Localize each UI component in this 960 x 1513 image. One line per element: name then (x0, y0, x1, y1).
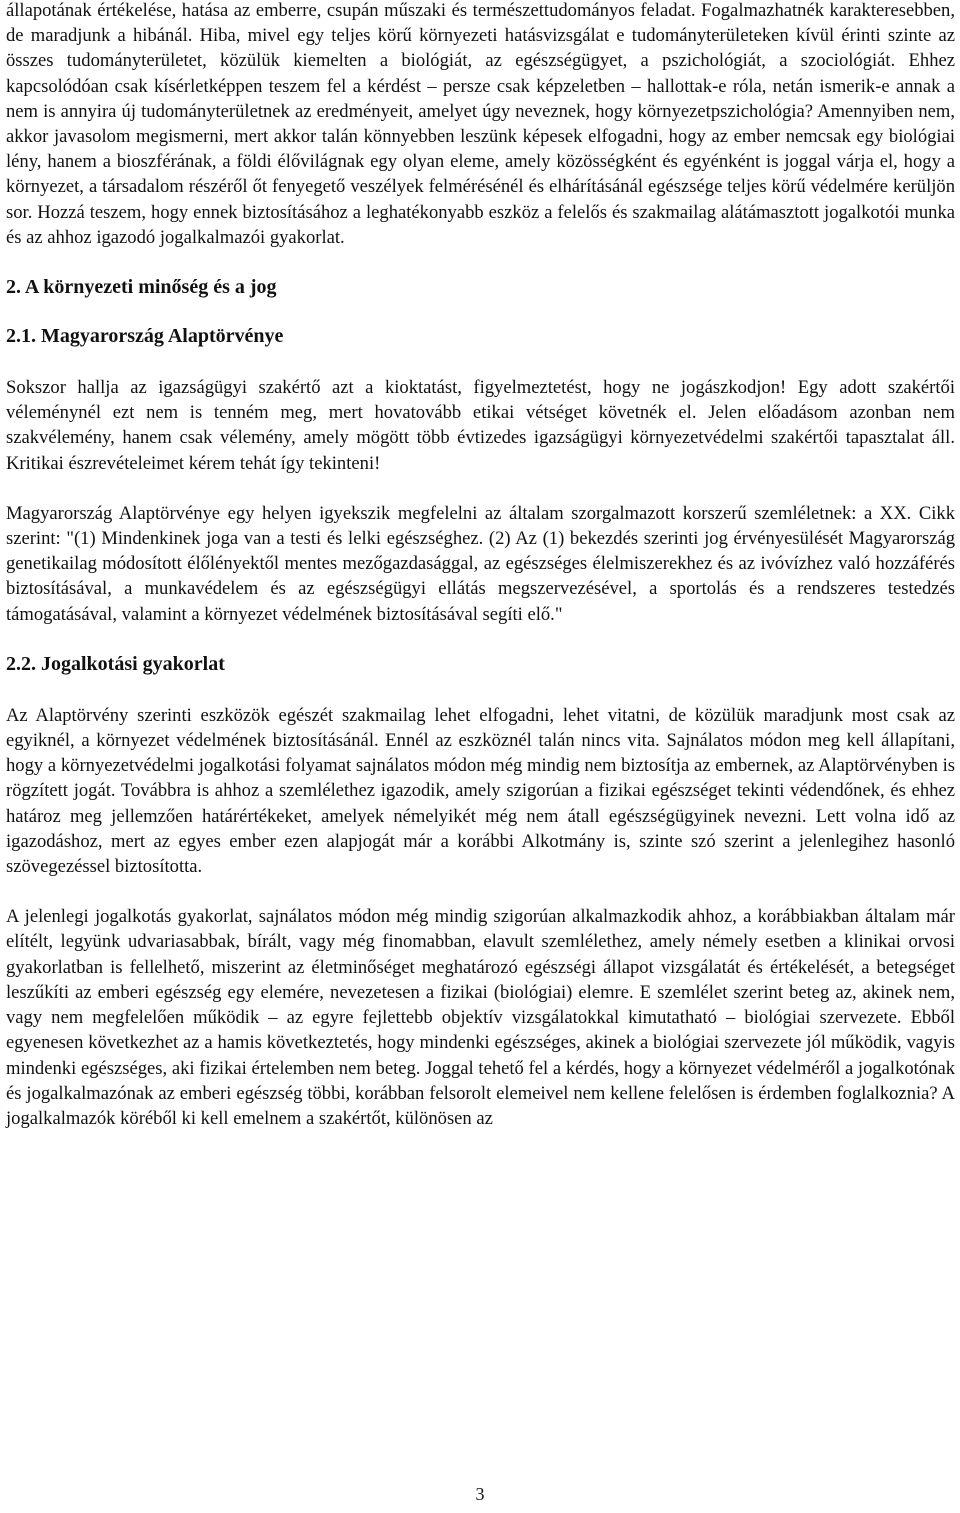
document-page (6, 0, 955, 1131)
paragraph-expert-opinion: Sokszor hallja az igazságügyi szakértő azt a kioktatást, figyelmeztetést, hogy ne jogászkodjon! Egy adott szakértői véleménynél ezt nem is tenném meg, mert hovatovább etikai vétséget követnék el. Jelen előadásom azonban nem szakvélemény, hanem csak vélemény, amely mögött több évtizedes igazságügyi környezetvédelmi szakértői tapasztalat áll. Kritikai észrevételeimet kérem tehát így tekinteni! (6, 377, 955, 474)
paragraph-legislative-tools: Az Alaptörvény szerinti eszközök egészét szakmailag lehet elfogadni, lehet vitatni, de közülük maradjunk most csak az egyiknél, a környezet védelmének biztosításánál. Ennél az eszköznél talán nincs vita. Sajnálatos módon meg kell állapítani, hogy a környezetvédelmi jogalkotási folyamat sajnálatos módon még mindig nem biztosítja az embernek, az Alaptörvényben is rögzített jogát. Továbbra is ahhoz a szemlélethez igazodik, amely szigorúan a fizikai egészséget tekinti védendőnek, és ehhez határoz meg jellemzően határértékeket, amelyek némelyikét még nem átall egészségügyinek nevezni. Lett volna idő az igazodáshoz, mert az egyes ember ezen alapjogát már a korábbi Alkotmány is, szinte szó szerint a jelenlegihez hasonló szövegezéssel biztosította. (6, 704, 955, 878)
section-heading-2-1: 2.1. Magyarország Alaptörvénye (6, 325, 284, 348)
paragraph-current-legislation: A jelenlegi jogalkotás gyakorlat, sajnálatos módon még mindig szigorúan alkalmazkodik ahhoz, a korábbiakban általam már elítélt, legyünk udvariasabbak, bírált, vagy még finomabban, elavult szemlélethez, amely némely esetben a klinikai orvosi gyakorlatban is fellelhető, miszerint az életminőséget meghatározó egészségi állapot vizsgálatát és értékelését, a betegséget leszűkíti az emberi egészség egy elemére, nevezetesen a fizikai (biológiai) elemre. E szemlélet szerint beteg az, akinek nem, vagy nem megfelelően működik – az egyre fejlettebb objektív vizsgálatokkal kimutatható – biológiai szervezete. Ebből egyenesen következhet az a hamis következtetés, hogy mindenki egészséges, akinek a biológiai szervezete jól működik, vagyis mindenki egészséges, aki fizikai értelemben nem beteg. Joggal tehető fel a kérdés, hogy a környezet védelméről a jogalkotónak és jogalkalmazónak az emberi egészség többi, korábban felsorolt elemeivel nem kellene felelősen is érdemben foglalkoznia? A jogalkalmazók köréből ki kell emelnem a szakértőt, különösen az (6, 906, 955, 1129)
section-heading-2: 2. A környezeti minőség és a jog (6, 276, 277, 299)
paragraph-fundamental-law: Magyarország Alaptörvénye egy helyen igyekszik megfelelni az általam szorgalmazott korszerű szemléletnek: a XX. Cikk szerint: "(1) Mindenkinek joga van a testi és lelki egészséghez. (2) Az (1) bekezdés szerinti jog érvényesülését Magyarország genetikailag módosított élőlényektől mentes mezőgazdasággal, az egészséges élelmiszerekhez és az ivóvízhez való hozzáférés biztosításával, a munkavédelem és az egészségügyi ellátás megszervezésével, a sportolás és a rendszeres testedzés támogatásával, valamint a környezet védelmének biztosításával segíti elő." (6, 502, 955, 625)
section-heading-2-2: 2.2. Jogalkotási gyakorlat (6, 652, 225, 675)
paragraph-intro: állapotának értékelése, hatása az emberre, csupán műszaki és természettudományos feladat. Fogalmazhatnék karakteresebben, de maradjunk a hibánál. Hiba, mivel egy teljes körű környezeti hatásvizsgálat e tudományterületeken kívül érinti szinte az összes tudományterületet, közülük kiemelten a biológiát, az egészségügyet, a pszichológiát, a szociológiát. Ehhez kapcsolódóan csak kísérletképpen teszem fel a kérdést – persze csak képzeletben – hallottak-e róla, netán ismerik-e annak a nem is annyira új tudományterületnek az eredményeit, amelyet úgy neveznek, hogy környezetpszichológia? Amennyiben nem, akkor javasolom megismerni, mert akkor talán könnyebben leszünk képesek elfogadni, hogy az ember nemcsak egy biológiai lény, hanem a bioszférának, a földi élővilágnak egy olyan eleme, amely közösségként és egyénként is joggal várja el, hogy a környezet, a társadalom részéről őt fenyegető veszélyek felmérésénél és elhárításánál egészsége teljes körű védelmére kerüljön sor. Hozzá teszem, hogy ennek biztosításához a leghatékonyabb eszköz a felelős és szakmailag alátámasztott jogalkotói munka és az ahhoz igazodó jogalkalmazói gyakorlat. (6, 0, 955, 248)
page-number: 3 (475, 1484, 485, 1504)
